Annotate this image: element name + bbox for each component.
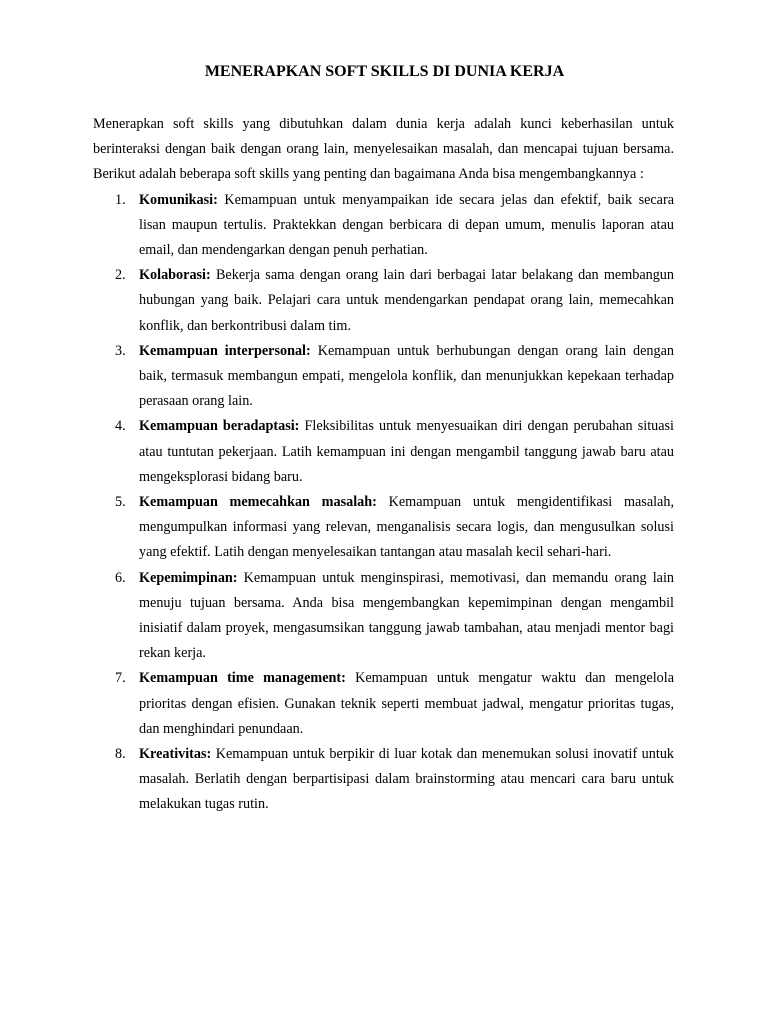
skill-description: Kemampuan untuk mengidentifikasi masalah, mengumpulkan informasi yang relevan, menganalisis secara logis, dan mengusulkan solusi yang efektif. Latih dengan menyelesaikan tantangan atau masalah kecil sehari-hari. — [139, 494, 674, 561]
skill-term: Kemampuan memecahkan masalah: — [139, 494, 377, 511]
page-title: MENERAPKAN SOFT SKILLS DI DUNIA KERJA — [204, 63, 565, 80]
list-number: 4. — [115, 418, 126, 435]
skill-description: Fleksibilitas untuk menyesuaikan diri dengan perubahan situasi atau tuntutan pekerjaan. Latih kemampuan ini dengan mengambil tanggung jawab baru atau mengeksplorasi bidang baru. — [139, 418, 674, 485]
list-number: 6. — [115, 569, 126, 586]
skill-term: Kolaborasi: — [139, 267, 211, 284]
skill-term: Kemampuan beradaptasi: — [139, 418, 300, 435]
skill-term: Kemampuan interpersonal: — [139, 342, 311, 359]
intro-paragraph: Menerapkan soft skills yang dibutuhkan dalam dunia kerja adalah kunci keberhasilan untuk berinteraksi dengan baik dengan orang lain, menyelesaikan masalah, dan mencapai tujuan bersama. Berikut adalah beberapa soft skills yang penting dan bagaimana Anda bisa mengembangkannya : — [93, 116, 674, 183]
list-item-beradaptasi — [93, 414, 674, 490]
skill-term: Kepemimpinan: — [139, 569, 238, 586]
list-number: 7. — [115, 670, 126, 687]
list-item-interpersonal — [93, 339, 674, 415]
list-number: 3. — [115, 342, 126, 359]
list-item-kreativitas — [93, 742, 674, 818]
list-item-memecahkan-masalah — [93, 490, 674, 566]
list-number: 5. — [115, 494, 126, 511]
skill-term: Kreativitas: — [139, 746, 212, 763]
skill-description: Kemampuan untuk berpikir di luar kotak dan menemukan solusi inovatif untuk masalah. Berlatih dengan berpartisipasi dalam brainstorming atau mencari cara baru untuk melakukan tugas rutin. — [139, 746, 675, 813]
list-number: 2. — [115, 267, 126, 284]
list-item-time-management — [93, 666, 674, 742]
list-item-kepemimpinan — [93, 566, 674, 667]
soft-skills-list — [93, 188, 674, 818]
list-number: 8. — [115, 746, 126, 763]
skill-description: Kemampuan untuk mengatur waktu dan mengelola prioritas dengan efisien. Gunakan teknik seperti membuat jadwal, mengatur prioritas tugas, dan menghindari penundaan. — [139, 670, 674, 737]
list-item-kolaborasi — [93, 263, 674, 339]
list-number: 1. — [115, 191, 126, 208]
list-item-komunikasi — [93, 188, 674, 264]
skill-description: Kemampuan untuk menyampaikan ide secara jelas dan efektif, baik secara lisan maupun tertulis. Praktekkan dengan berbicara di depan umum, menulis laporan atau email, dan mendengarkan dengan penuh perhatian. — [139, 191, 674, 259]
skill-term: Komunikasi: — [139, 191, 218, 208]
skill-term: Kemampuan time management: — [139, 670, 346, 687]
skill-description: Bekerja sama dengan orang lain dari berbagai latar belakang dan membangun hubungan yang baik. Pelajari cara untuk mendengarkan pendapat orang lain, memecahkan konflik, dan berkontribusi dalam tim. — [139, 267, 674, 334]
skill-description: Kemampuan untuk berhubungan dengan orang lain dengan baik, termasuk membangun empati, mengelola konflik, dan menunjukkan kepekaan terhadap perasaan orang lain. — [139, 342, 674, 410]
skill-description: Kemampuan untuk menginspirasi, memotivasi, dan memandu orang lain menuju tujuan bersama. Anda bisa mengembangkan kepemimpinan dengan mengambil inisiatif dalam proyek, mengasumsikan tanggung jawab tambahan, atau menjadi mentor bagi rekan kerja. — [139, 569, 674, 662]
